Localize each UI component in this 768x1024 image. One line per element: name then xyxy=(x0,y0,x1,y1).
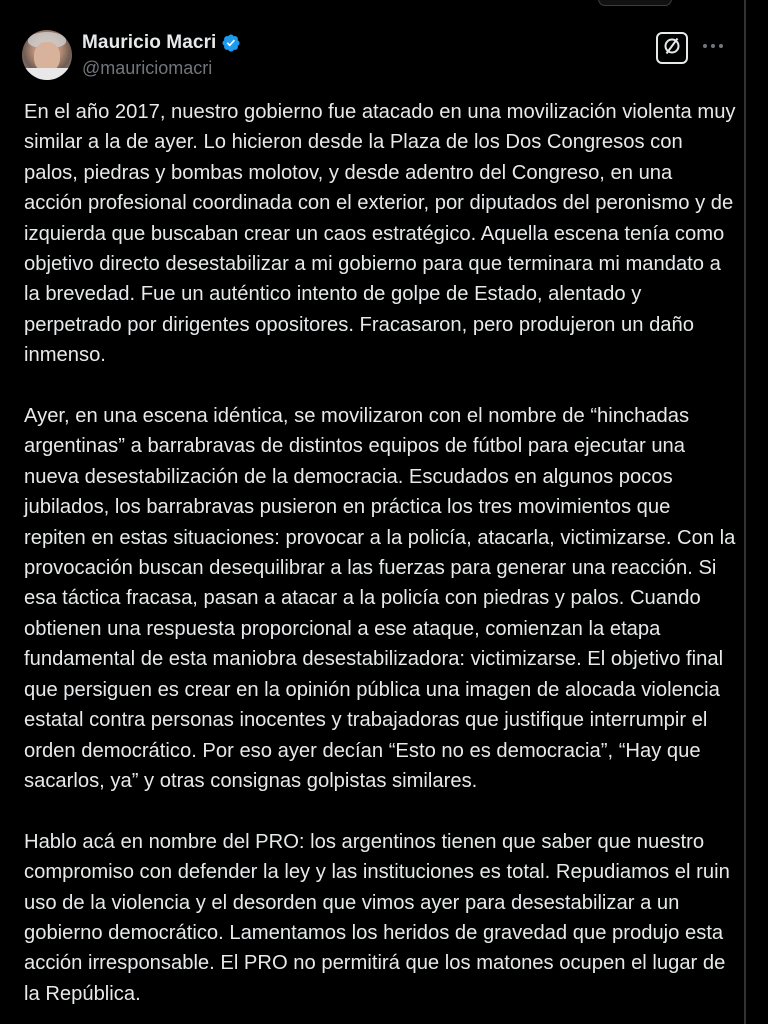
tweet-text xyxy=(24,97,736,1009)
top-scroll-pill[interactable] xyxy=(598,0,672,6)
author-handle[interactable]: @mauriciomacri xyxy=(82,58,213,78)
author-name-row[interactable] xyxy=(82,32,241,54)
more-dot xyxy=(719,44,723,48)
avatar[interactable] xyxy=(22,30,72,80)
more-dot xyxy=(711,44,715,48)
tweet-paragraph-3: Hablo acá en nombre del PRO: los argentinos tienen que saber que nuestro compromiso con defender la ley y las instituciones es total. Repudiamos el ruin uso de la violencia y el desorden que vimos ayer para desestabilizar a un gobierno democrático. Lamentamos los heridos de gravedad que produjo esta acción irresponsable. El PRO no permitirá que los matones ocupen el lugar de la República. xyxy=(24,830,730,1005)
grok-slash-icon xyxy=(662,36,682,61)
avatar-shirt xyxy=(22,68,72,80)
tweet-paragraph-2: Ayer, en una escena idéntica, se movilizaron con el nombre de “hinchadas argentinas” a barrabravas de distintos equipos de fútbol para ejecutar una nueva desestabilización de la democracia. Escudados en algunos pocos jubilados, los barrabravas pusieron en práctica los tres movimientos que repiten en estas situaciones: provocar a la policía, atacarla, victimizarse. Con la provocación buscan desequilibrar a las fuerzas para generar una reacción. Si esa táctica fracasa, pasan a atacar a la policía con piedras y palos. Cuando obtienen una respuesta proporcional a ese ataque, comienzan la etapa fundamental de esta maniobra desestabilizadora: victimizarse. El objetivo final que persiguen es crear en la opinión pública una imagen de alocada violencia estatal contra personas inocentes y trabajadoras que justifique interrumpir el orden democrático. Por eso ayer decían “Esto no es democracia”, “Hay que sacarlos, ya” y otras consignas golpistas similares. xyxy=(24,405,736,792)
author-name[interactable]: Mauricio Macri xyxy=(82,32,217,53)
more-options-button[interactable] xyxy=(700,36,726,56)
verified-badge-icon[interactable] xyxy=(221,33,241,53)
tweet-paragraph-1: En el año 2017, nuestro gobierno fue atacado en una movilización violenta muy similar a la de ayer. Lo hicieron desde la Plaza de los Dos Congresos con palos, piedras y bombas molotov, y desde adentro del Congreso, en una acción profesional coordinada con el exterior, por diputados del peronismo y de izquierda que buscaban crear un caos estratégico. Aquella escena tenía como objetivo directo desestabilizar a mi gobierno para que terminara mi mandato a la brevedad. Fue un auténtico intento de golpe de Estado, alentado y perpetrado por dirigentes opositores. Fracasaron, pero produjeron un daño inmenso. xyxy=(24,101,736,367)
grok-button[interactable] xyxy=(656,32,688,64)
more-dot xyxy=(703,44,707,48)
timeline-right-border xyxy=(744,0,746,1024)
